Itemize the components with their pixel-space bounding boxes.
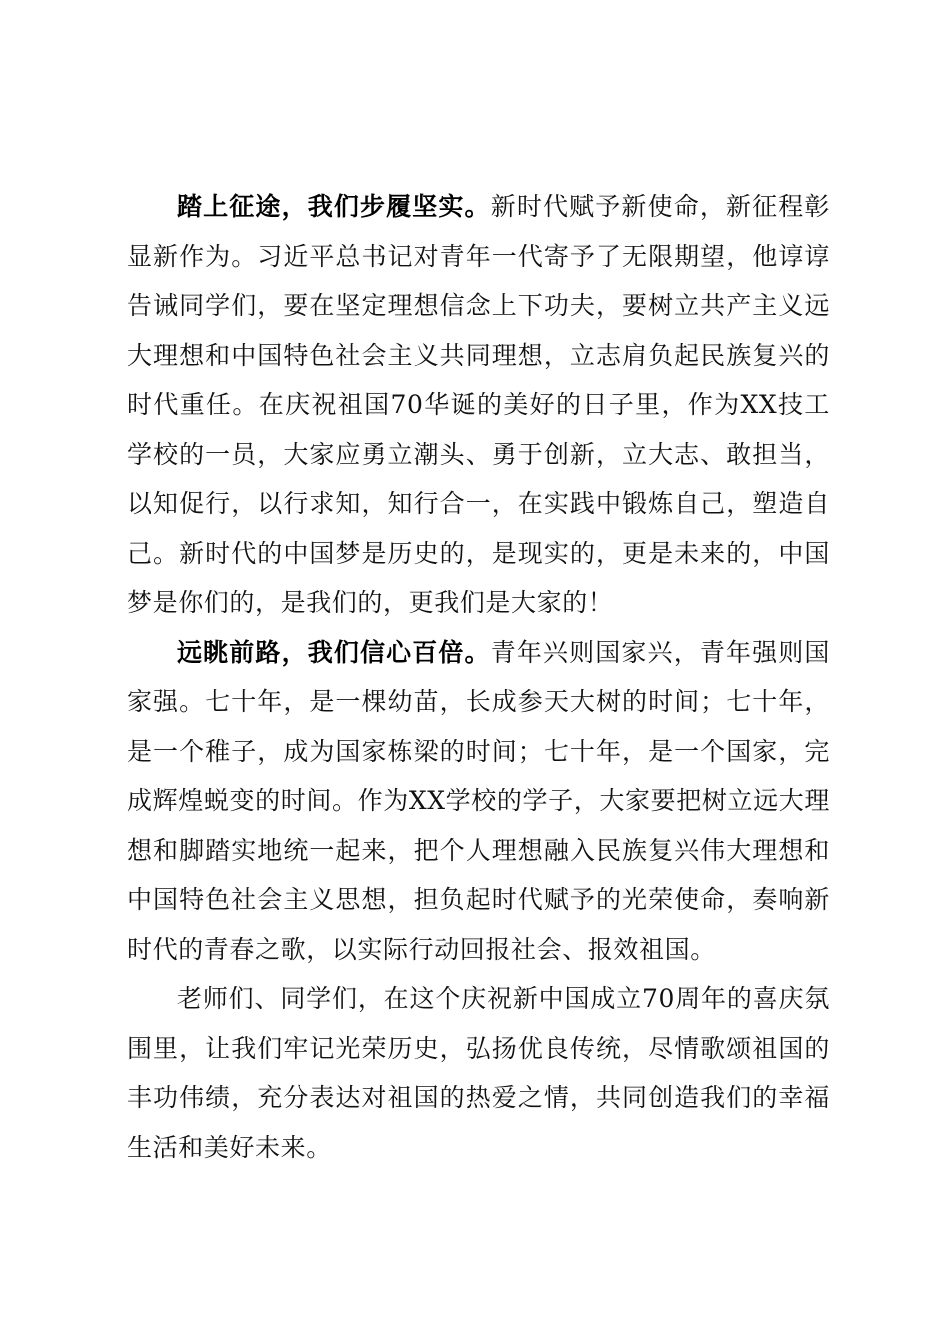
paragraph-2-body: 青年兴则国家兴，青年强则国家强。七十年，是一棵幼苗，长成参天大树的时间；七十年，是一个稚子，成为国家栋梁的时间；七十年，是一个国家，完成辉煌蜕变的时间。作为XX学校的学子，大家要把树立远大理想和脚踏实地统一起来，把个人理想融入民族复兴伟大理想和中国特色社会主义思想，担负起时代赋予的光荣使命，奏响新时代的青春之歌，以实际行动回报社会、报效祖国。 bbox=[127, 637, 830, 964]
paragraph-2 bbox=[127, 628, 830, 975]
document-body bbox=[127, 182, 830, 1172]
paragraph-1-body: 新时代赋予新使命，新征程彰显新作为。习近平总书记对青年一代寄予了无限期望，他谆谆告诫同学们，要在坚定理想信念上下功夫，要树立共产主义远大理想和中国特色社会主义共同理想，立志肩负起民族复兴的时代重任。在庆祝祖国70华诞的美好的日子里，作为XX技工学校的一员，大家应勇立潮头、勇于创新，立大志、敢担当，以知促行，以行求知，知行合一，在实践中锻炼自己，塑造自己。新时代的中国梦是历史的，是现实的，更是未来的，中国梦是你们的，是我们的，更我们是大家的！ bbox=[127, 192, 830, 617]
paragraph-2-lead: 远眺前路，我们信心百倍。 bbox=[177, 637, 491, 667]
paragraph-3-body: 老师们、同学们，在这个庆祝新中国成立70周年的喜庆氛围里，让我们牢记光荣历史，弘扬优良传统，尽情歌颂祖国的丰功伟绩，充分表达对祖国的热爱之情，共同创造我们的幸福生活和美好未来。 bbox=[127, 984, 830, 1162]
paragraph-1 bbox=[127, 182, 830, 628]
paragraph-1-lead: 踏上征途，我们步履坚实。 bbox=[177, 192, 491, 221]
paragraph-3 bbox=[127, 974, 830, 1172]
